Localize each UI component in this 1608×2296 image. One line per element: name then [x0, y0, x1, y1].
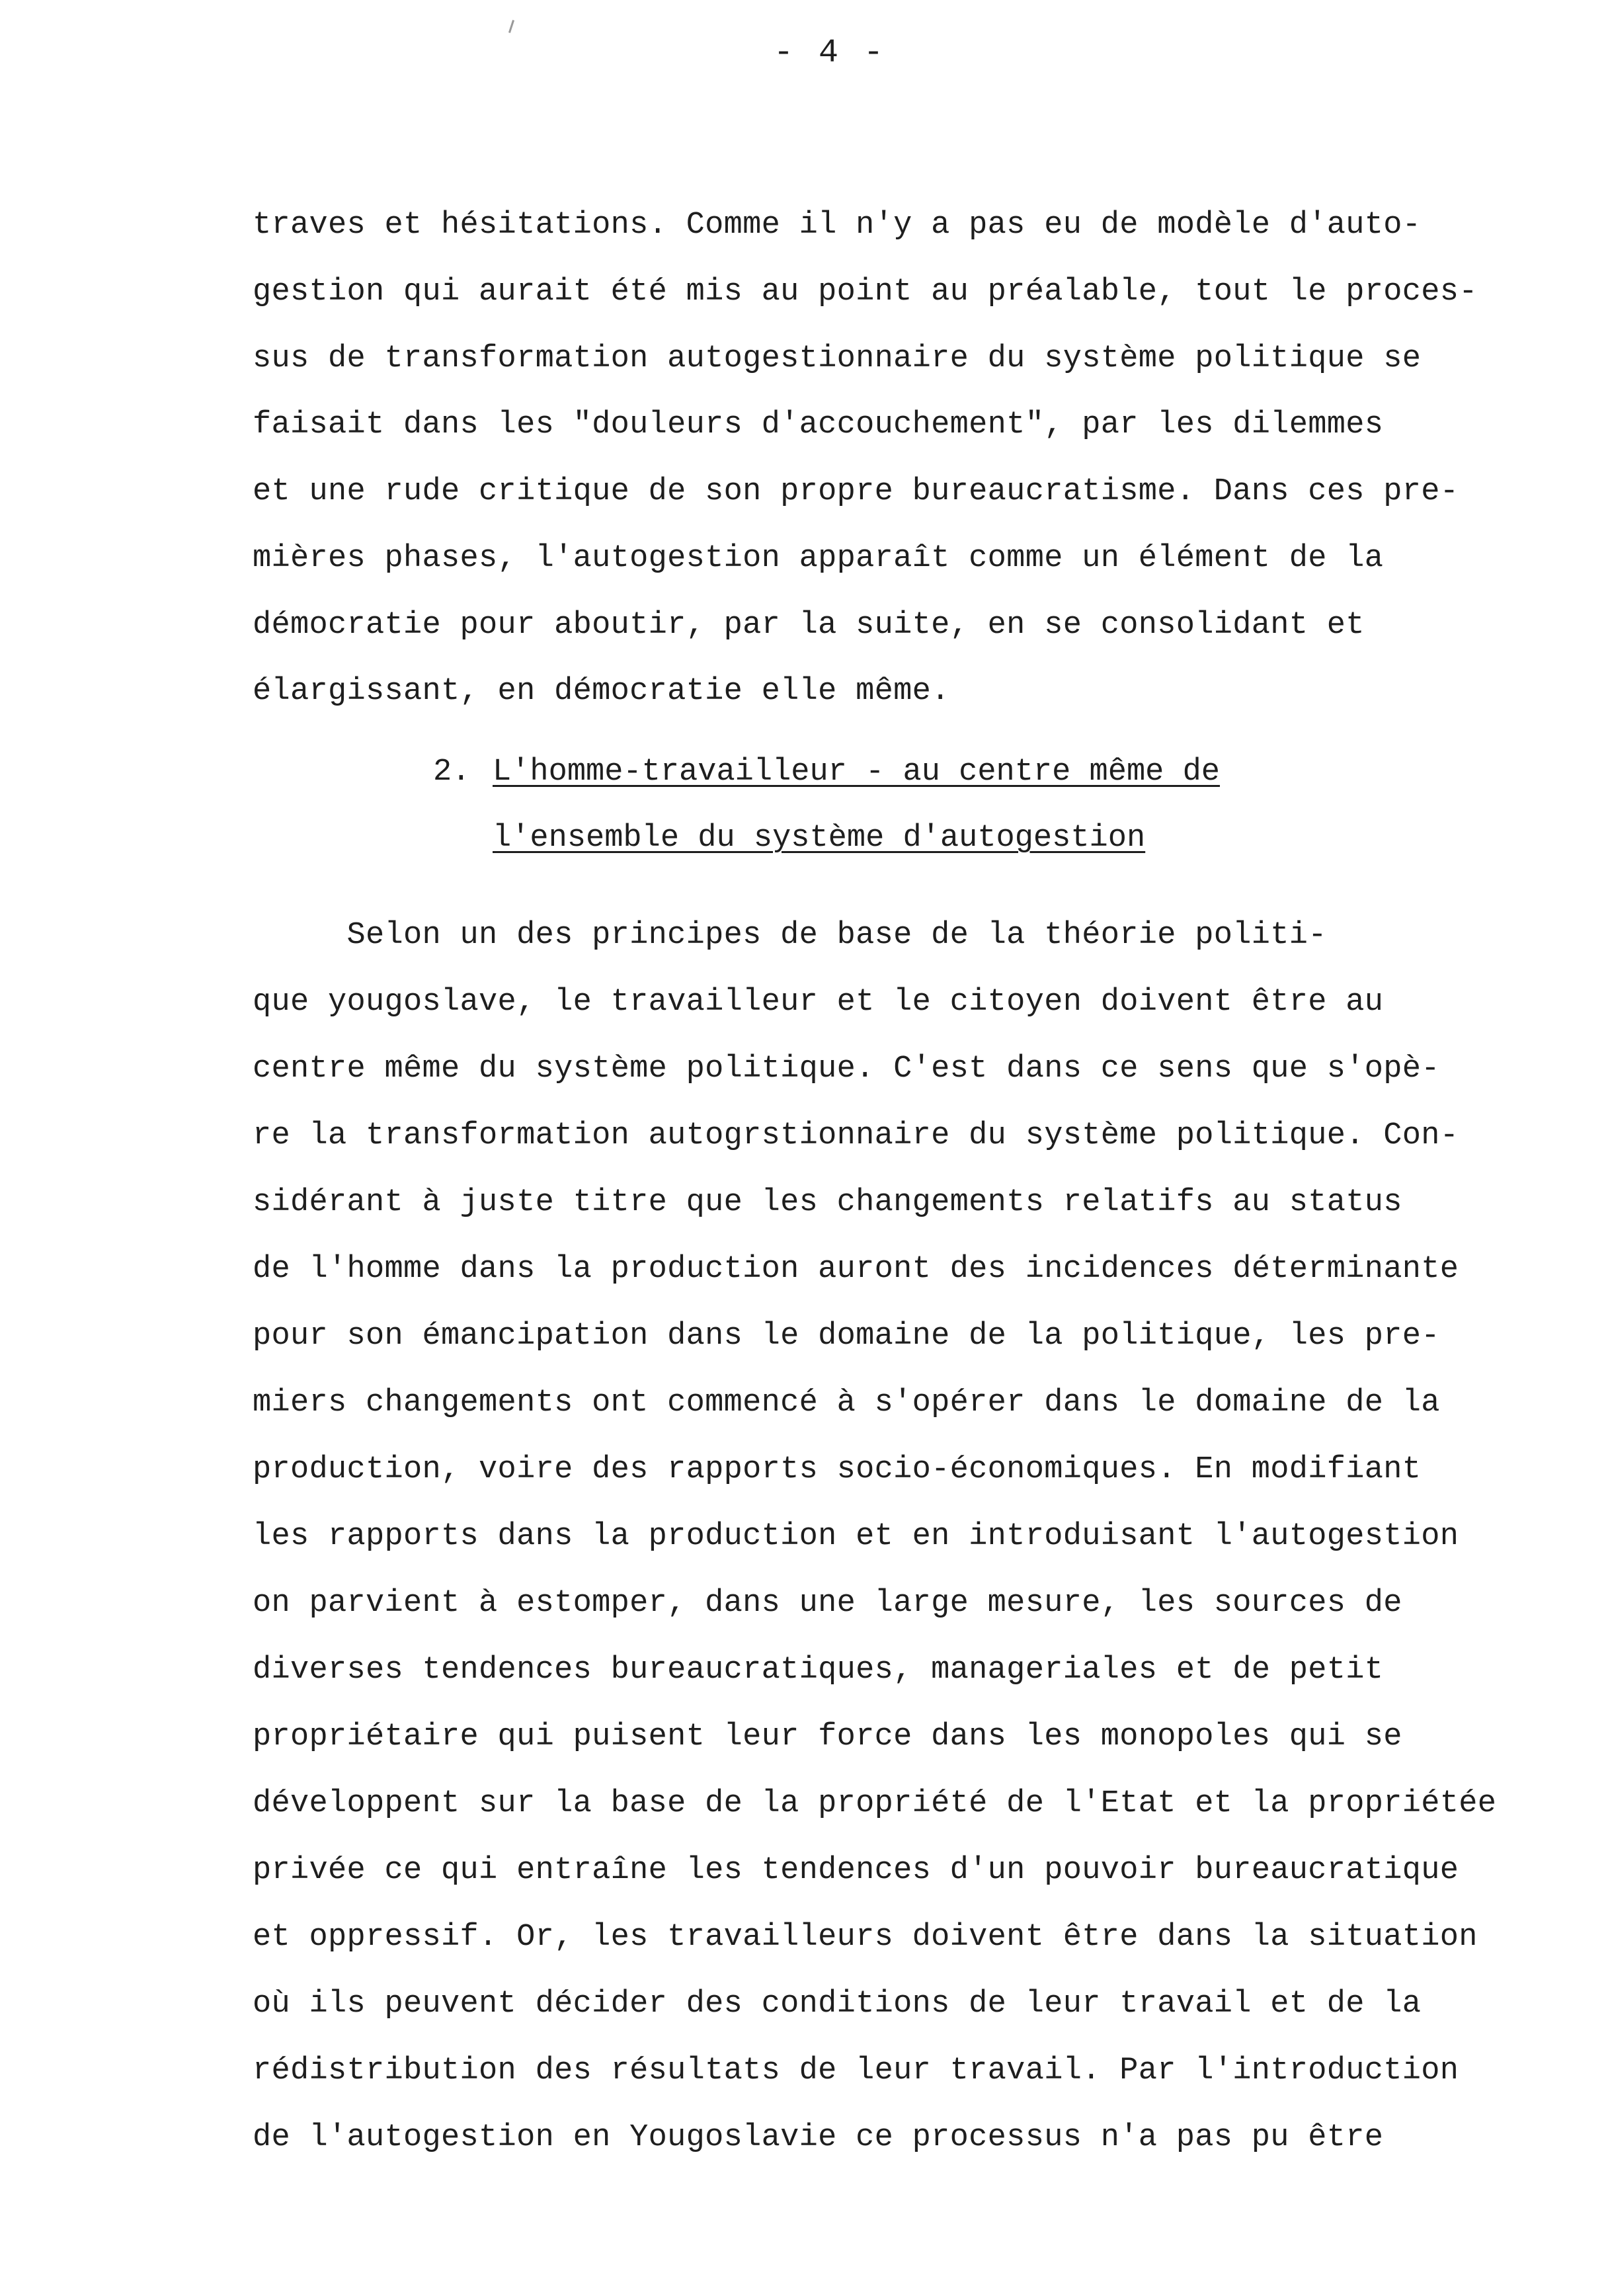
text-line: gestion qui aurait été mis au point au préalable, tout le proces- [253, 274, 1478, 309]
heading-number: 2. [433, 755, 471, 790]
text-line: sus de transformation autogestionnaire du système politique se [253, 341, 1422, 376]
text-line: pour son émancipation dans le domaine de la politique, les pre- [253, 1319, 1440, 1354]
text-line: propriétaire qui puisent leur force dans les monopoles qui se [253, 1719, 1402, 1754]
text-line: diverses tendences bureaucratiques, manageriales et de petit [253, 1653, 1384, 1688]
text-line: démocratie pour aboutir, par la suite, en se consolidant et [253, 608, 1365, 643]
text-line: les rapports dans la production et en introduisant l'autogestion [253, 1519, 1459, 1554]
text-line: de l'homme dans la production auront des incidences déterminante [253, 1252, 1459, 1287]
text-line: on parvient à estomper, dans une large mesure, les sources de [253, 1586, 1402, 1621]
text-line: traves et hésitations. Comme il n'y a pas eu de modèle d'auto- [253, 208, 1422, 243]
text-line: sidérant à juste titre que les changements relatifs au status [253, 1185, 1402, 1220]
stray-ink-mark [508, 20, 514, 33]
text-line: re la transformation autogrstionnaire du système politique. Con- [253, 1118, 1459, 1153]
heading-line-1: L'homme-travailleur - au centre même de [493, 755, 1220, 790]
text-line: production, voire des rapports socio-économiques. En modifiant [253, 1452, 1422, 1487]
page-number: - 4 - [774, 34, 887, 72]
text-line: développent sur la base de la propriété de l'Etat et la propriétée [253, 1786, 1497, 1821]
heading-line-2: l'ensemble du système d'autogestion [493, 821, 1146, 856]
text-line: et oppressif. Or, les travailleurs doivent être dans la situation [253, 1920, 1478, 1955]
text-line: Selon un des principes de base de la théorie politi- [253, 918, 1327, 953]
text-line: centre même du système politique. C'est dans ce sens que s'opè- [253, 1051, 1440, 1086]
text-line: mières phases, l'autogestion apparaît comme un élément de la [253, 541, 1384, 576]
text-line: et une rude critique de son propre bureaucratisme. Dans ces pre- [253, 474, 1459, 509]
text-line: que yougoslave, le travailleur et le citoyen doivent être au [253, 985, 1384, 1020]
text-line: de l'autogestion en Yougoslavie ce processus n'a pas pu être [253, 2120, 1384, 2155]
text-line: privée ce qui entraîne les tendences d'un pouvoir bureaucratique [253, 1853, 1459, 1888]
text-line: faisait dans les "douleurs d'accouchement", par les dilemmes [253, 407, 1384, 442]
text-line: où ils peuvent décider des conditions de leur travail et de la [253, 1987, 1422, 2022]
text-line: élargissant, en démocratie elle même. [253, 674, 950, 709]
text-line: rédistribution des résultats de leur travail. Par l'introduction [253, 2053, 1459, 2088]
text-line: miers changements ont commencé à s'opérer dans le domaine de la [253, 1385, 1440, 1420]
